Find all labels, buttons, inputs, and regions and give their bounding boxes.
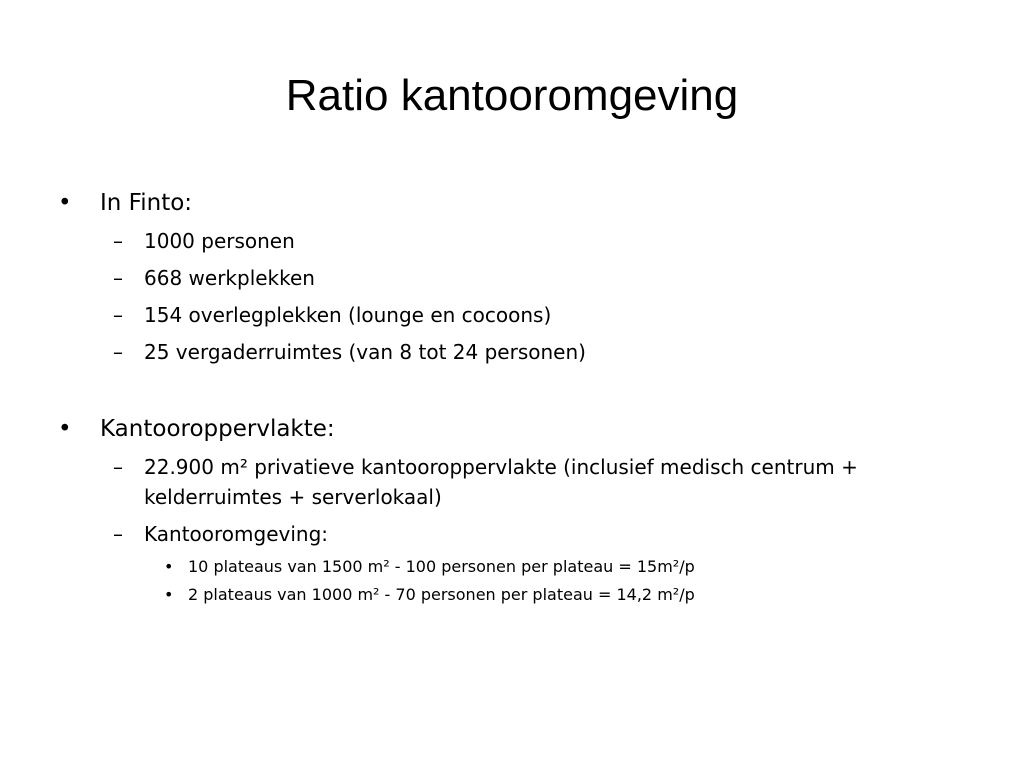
sub-item-text: 1000 personen (144, 229, 295, 253)
section-gap (58, 374, 978, 412)
dash-marker: – (113, 340, 123, 364)
sub-sub-item-text: 10 plateaus van 1500 m² - 100 personen per plateau = 15m²/p (188, 557, 695, 576)
bullet-list (58, 186, 978, 612)
bullet-marker: • (164, 585, 174, 604)
sub-sub-list (58, 556, 978, 606)
bullet-heading: Kantooroppervlakte: (100, 416, 335, 442)
sub-item (58, 226, 978, 256)
sub-list-in-finto (58, 226, 978, 367)
dash-marker: – (113, 303, 123, 327)
sub-item-text: 25 vergaderruimtes (van 8 tot 24 personen) (144, 340, 586, 364)
sub-sub-item (58, 556, 978, 578)
dash-marker: – (113, 522, 123, 546)
sub-item (58, 300, 978, 330)
bullet-in-finto (58, 186, 978, 220)
dash-marker: – (113, 455, 123, 479)
sub-list-kantooroppervlakte (58, 452, 978, 606)
sub-item (58, 452, 978, 512)
bullet-marker: • (58, 416, 72, 442)
sub-item-text: 22.900 m² privatieve kantooroppervlakte (inclusief medisch centrum + kelderruimtes + serverlokaal) (144, 455, 858, 509)
sub-item-text: 668 werkplekken (144, 266, 315, 290)
bullet-heading: In Finto: (100, 190, 193, 216)
dash-marker: – (113, 266, 123, 290)
sub-item-text: Kantooromgeving: (144, 522, 329, 546)
sub-sub-item-text: 2 plateaus van 1000 m² - 70 personen per plateau = 14,2 m²/p (188, 585, 695, 604)
bullet-marker: • (164, 557, 174, 576)
sub-item (58, 263, 978, 293)
dash-marker: – (113, 229, 123, 253)
bullet-kantooroppervlakte (58, 412, 978, 446)
sub-sub-item (58, 584, 978, 606)
slide-title: Ratio kantooromgeving (285, 71, 739, 120)
sub-item-text: 154 overlegplekken (lounge en cocoons) (144, 303, 552, 327)
sub-item (58, 519, 978, 549)
sub-item (58, 337, 978, 367)
bullet-marker: • (58, 190, 72, 216)
